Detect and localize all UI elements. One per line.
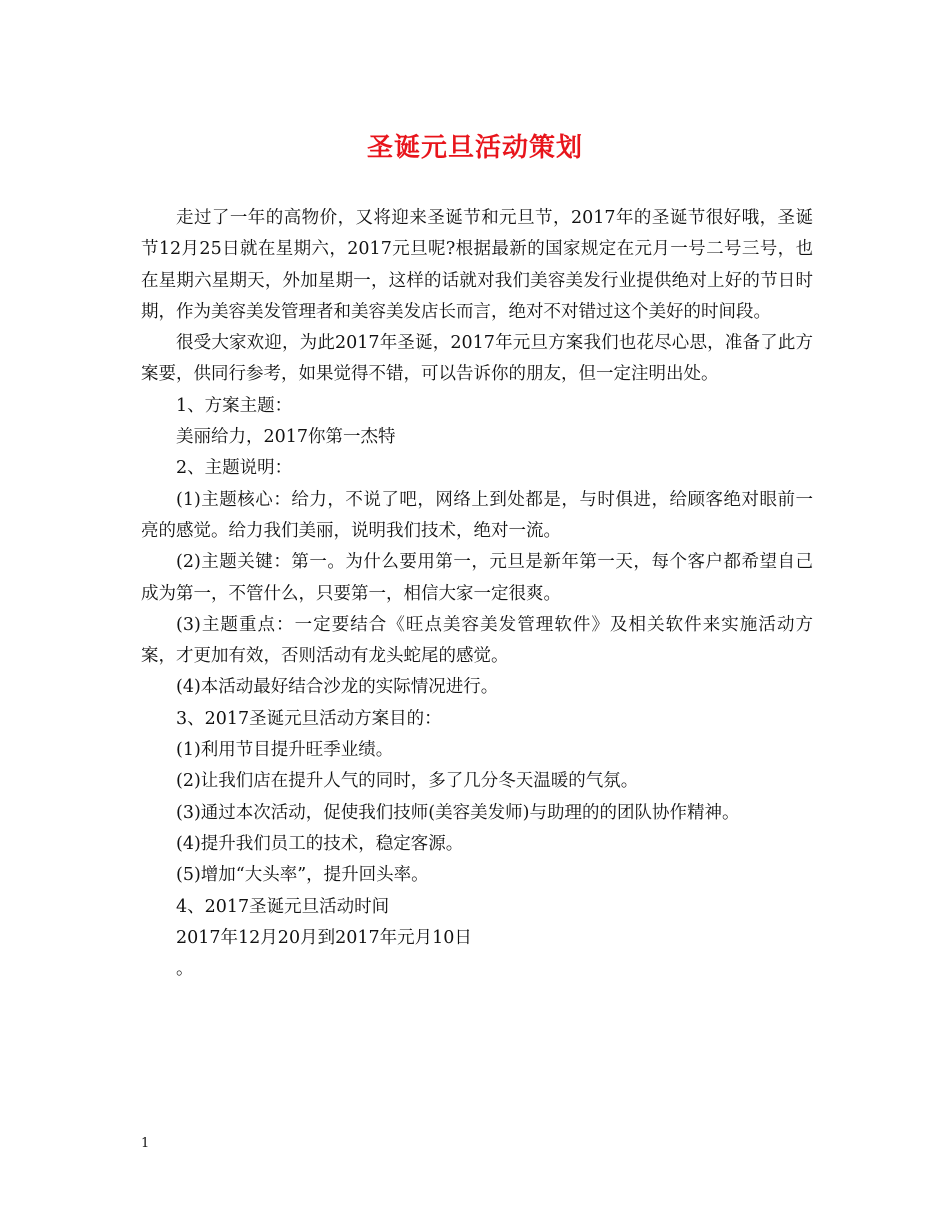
list-item: (1)利用节目提升旺季业绩。 [176, 740, 394, 761]
paragraph: (4)本活动最好结合沙龙的实际情况进行。 [176, 677, 499, 698]
document-body [141, 203, 813, 985]
list-item: (5)增加“大头率”，提升回头率。 [176, 865, 429, 886]
section-heading: 1、方案主题： [176, 395, 293, 416]
paragraph: 美丽给力，2017你第一杰特 [176, 427, 396, 448]
paragraph: (3)主题重点：一定要结合《旺点美容美发管理软件》及相关软件来实施活动方案，才更加有效，否则活动有龙头蛇尾的感觉。 [141, 614, 813, 667]
section-heading: 4、2017圣诞元旦活动时间 [176, 896, 390, 917]
list-item: (2)让我们店在提升人气的同时，多了几分冬天温暖的气氛。 [176, 771, 639, 792]
paragraph: 2017年12月20月到2017年元月10日 [176, 927, 472, 948]
paragraph: (2)主题关键：第一。为什么要用第一，元旦是新年第一天，每个客户都希望自己成为第一，不管什么，只要第一，相信大家一定很爽。 [141, 552, 813, 604]
list-item: (3)通过本次活动，促使我们技师(美容美发师)与助理的的团队协作精神。 [176, 802, 740, 823]
document-title: 圣诞元旦活动策划 [366, 133, 583, 163]
paragraph: (1)主题核心：给力，不说了吧，网络上到处都是，与时俱进，给顾客绝对眼前一亮的感觉。给力我们美丽，说明我们技术，绝对一流。 [141, 489, 813, 541]
list-item: (4)提升我们员工的技术，稳定客源。 [176, 833, 464, 854]
section-heading: 3、2017圣诞元旦活动方案目的： [176, 708, 442, 729]
paragraph: 。 [176, 959, 194, 980]
paragraph: 很受大家欢迎，为此2017年圣诞，2017年元旦方案我们也花尽心思，准备了此方案要，供同行参考，如果觉得不错，可以告诉你的朋友，但一定注明出处。 [141, 333, 813, 385]
section-heading: 2、主题说明： [176, 458, 293, 479]
page-number: 1 [141, 1136, 150, 1151]
paragraph: 走过了一年的高物价，又将迎来圣诞节和元旦节，2017年的圣诞节很好哦，圣诞节12月25日就在星期六，2017元旦呢?根据最新的国家规定在元月一号二号三号，也在星期六星期天，外加星期一，这样的话就对我们美容美发行业提供绝对上好的节日时期，作为美容美发管理者和美容美发店长而言，绝对不对错过这个美好的时间段。 [141, 208, 813, 322]
